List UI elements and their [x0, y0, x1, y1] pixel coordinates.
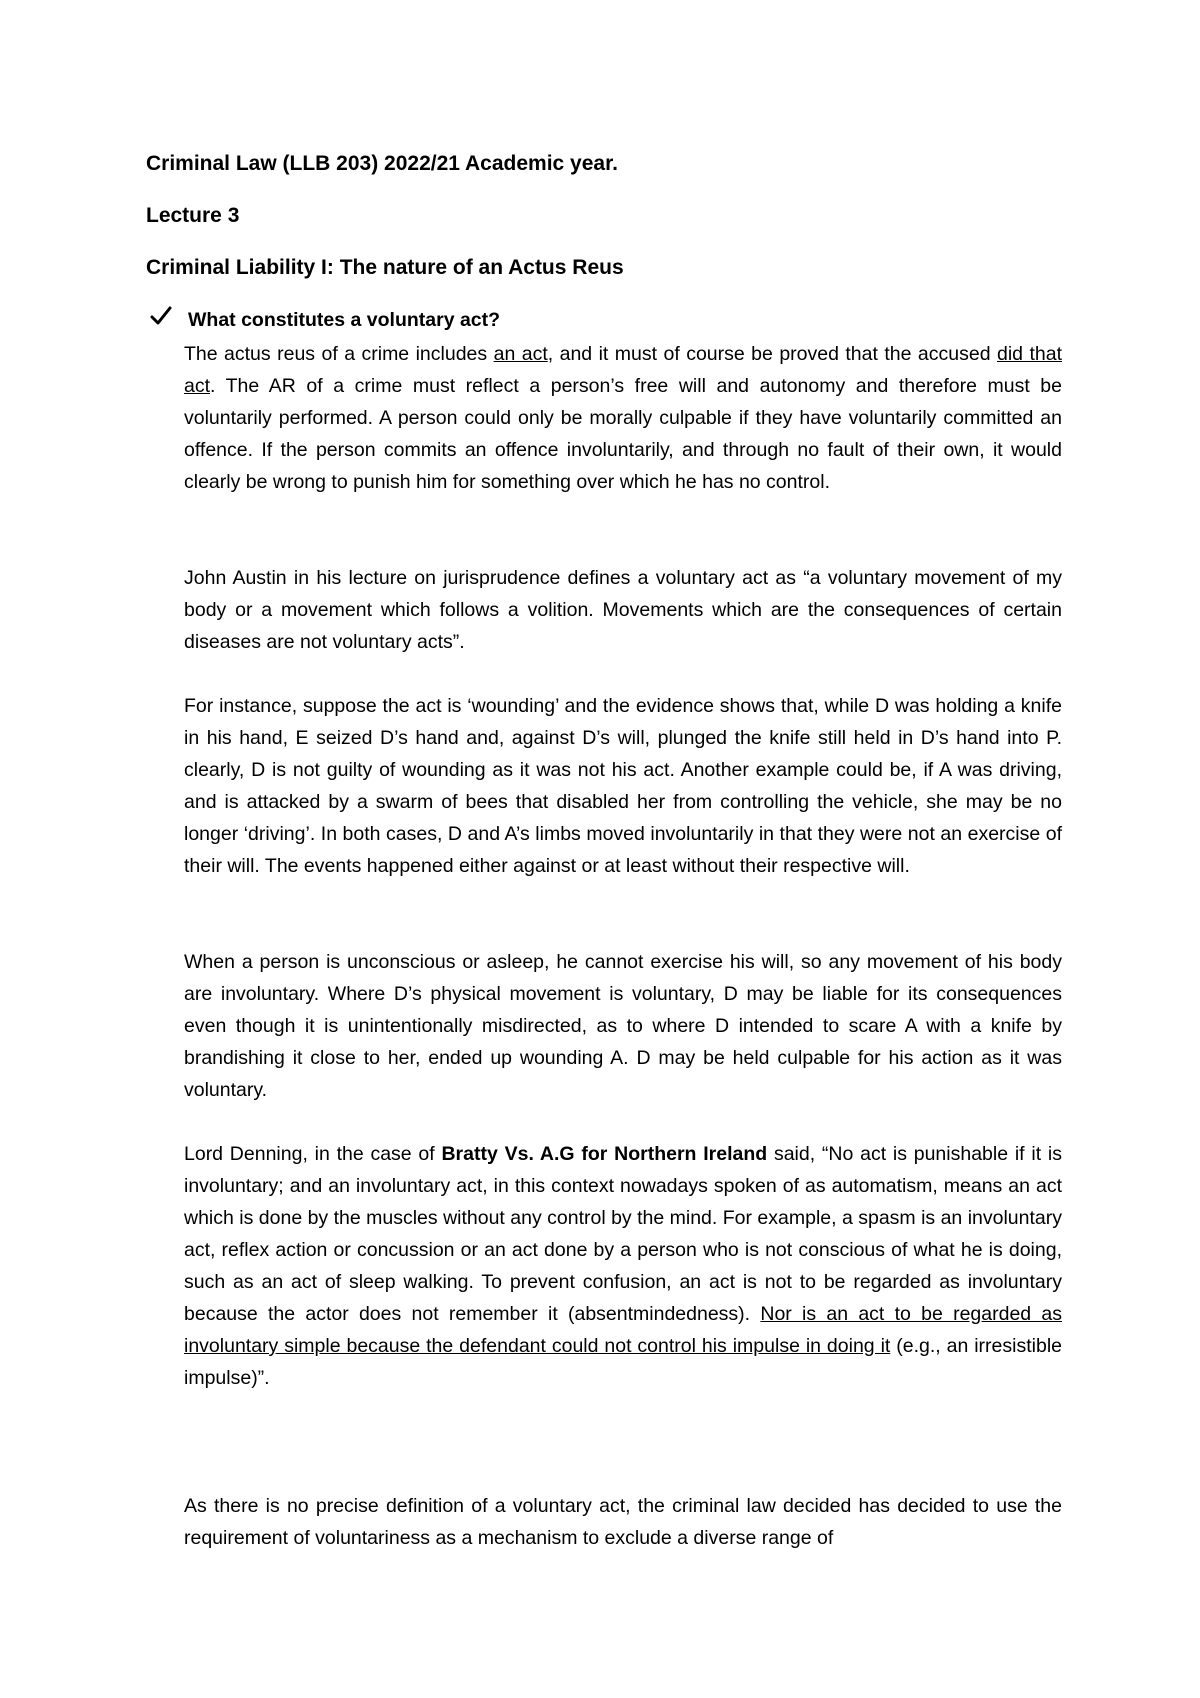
check-icon	[150, 305, 172, 327]
paragraph-text: , and it must of course be proved that the accused	[547, 343, 997, 365]
topic-heading: Criminal Liability I: The nature of an Actus Reus	[146, 256, 624, 279]
paragraph-voluntary-act	[184, 338, 1062, 498]
document-title: Criminal Law (LLB 203) 2022/21 Academic year.	[146, 152, 618, 175]
paragraph-text: said, “No act is punishable if it is involuntary; and an involuntary act, in this context nowadays spoken of as automatism, means an act which is done by the muscles without any control by the mind. For example, a spasm is an involuntary act, reflex action or concussion or an act done by a person who is not conscious of what he is doing, such as an act of sleep walking. To prevent confusion, an act is not to be regarded as involuntary because the actor does not remember it (absentmindedness).	[184, 1143, 1062, 1325]
underlined-phrase: an act	[493, 343, 548, 365]
paragraph-denning	[184, 1138, 1062, 1394]
paragraph-text: The actus reus of a crime includes	[184, 343, 494, 365]
lecture-number: Lecture 3	[146, 204, 240, 227]
paragraph-text: . The AR of a crime must reflect a person’s free will and autonomy and therefore must be voluntarily performed. A person could only be morally culpable if they have voluntarily committed an offence. If the person commits an offence involuntarily, and through no fault of their own, it would clearly be wrong to punish him for something over which he has no control.	[184, 375, 1062, 493]
paragraph-instance: For instance, suppose the act is ‘wounding’ and the evidence shows that, while D was holding a knife in his hand, E seized D’s hand and, against D’s will, plunged the knife still held in D’s hand into P. clearly, D is not guilty of wounding as it was not his act. Another example could be, if A was driving, and is attacked by a swarm of bees that disabled her from controlling the vehicle, she may be no longer ‘driving’. In both cases, D and A’s limbs moved involuntarily in that they were not an exercise of their will. The events happened either against or at least without their respective will.	[184, 695, 1062, 877]
paragraph-austin: John Austin in his lecture on jurisprudence defines a voluntary act as “a voluntary movement of my body or a movement which follows a volition. Movements which are the consequences of certain diseases are not voluntary acts”.	[184, 567, 1062, 653]
underlined-quote: Nor is an act to be regarded as involuntary simple because the defendant could not control his impulse in doing it	[184, 1303, 1062, 1357]
paragraph-text: (e.g., an irresistible impulse)”.	[184, 1335, 1062, 1389]
section-heading: What constitutes a voluntary act?	[188, 309, 501, 331]
case-name: Bratty Vs. A.G for Northern Ireland	[441, 1143, 768, 1165]
paragraph-text: Lord Denning, in the case of	[184, 1143, 442, 1165]
paragraph-definition: As there is no precise definition of a voluntary act, the criminal law decided has decided to use the requirement of voluntariness as a mechanism to exclude a diverse range of	[184, 1495, 1062, 1549]
paragraph-unconscious: When a person is unconscious or asleep, he cannot exercise his will, so any movement of his body are involuntary. Where D’s physical movement is voluntary, D may be liable for its consequences even though it is unintentionally misdirected, as to where D intended to scare A with a knife by brandishing it close to her, ended up wounding A. D may be held culpable for his action as it was voluntary.	[184, 951, 1062, 1101]
underlined-phrase: did that act	[184, 343, 1062, 397]
